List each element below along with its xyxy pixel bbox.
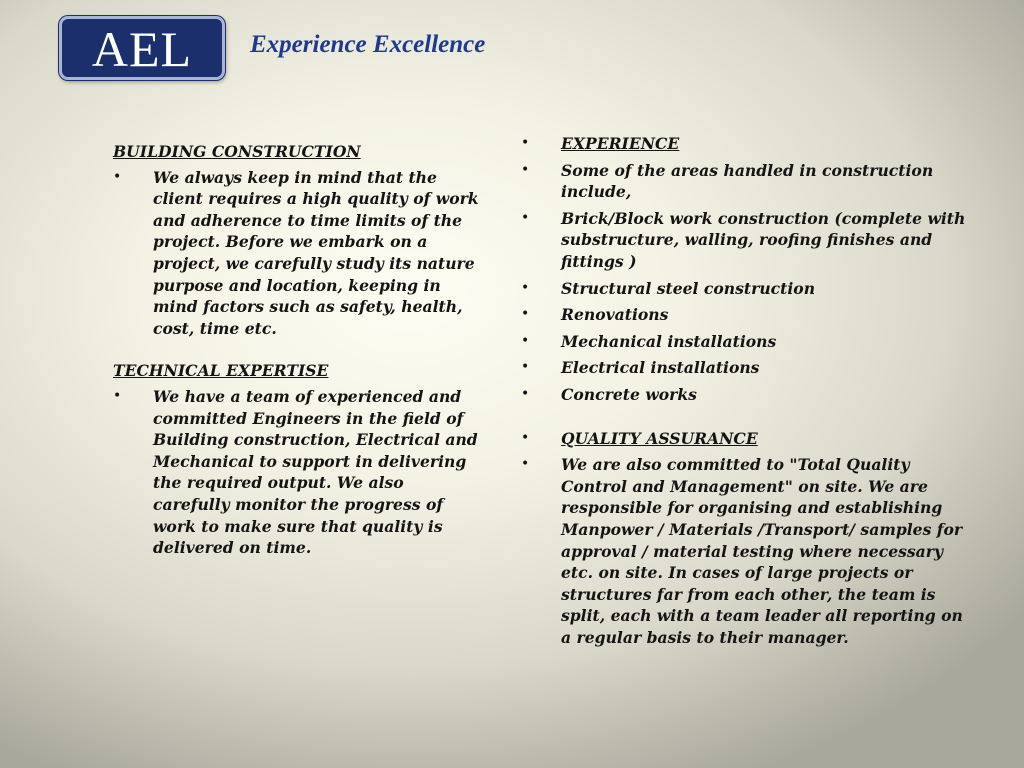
experience-item: Concrete works <box>561 384 697 404</box>
bullet-icon: • <box>521 306 530 323</box>
left-column <box>113 141 485 559</box>
bullet-icon: • <box>521 332 530 349</box>
bullet-icon: • <box>113 168 122 185</box>
bullet-icon: • <box>521 385 530 402</box>
bullet-icon: • <box>521 359 530 376</box>
technical-expertise-heading: TECHNICAL EXPERTISE <box>113 361 329 381</box>
experience-item: Mechanical installations <box>561 331 777 351</box>
logo-text: AEL <box>91 21 193 77</box>
list-item <box>113 167 485 340</box>
building-construction-list <box>113 167 485 340</box>
technical-expertise-list <box>113 386 485 559</box>
experience-item: Electrical installations <box>561 358 760 378</box>
tagline: Experience Excellence <box>250 31 486 58</box>
bullet-icon: • <box>521 429 530 446</box>
ael-logo <box>59 16 225 80</box>
list-item <box>113 386 485 559</box>
bullet-icon: • <box>521 456 530 473</box>
experience-list <box>521 133 969 648</box>
list-item <box>521 428 969 450</box>
quality-assurance-text: We are also committed to "Total Quality Control and Management" on site. We are responsible for organising and establishing Manpower / Materials /Transport/ samples for approval / material testing where necessary etc. on site. In cases of large projects or structures far from each other, the team is split, each with a team leader all reporting on a regular basis to their manager. <box>561 455 963 647</box>
list-item <box>521 304 969 326</box>
technical-expertise-text: We have a team of experienced and committed Engineers in the field of Building construction, Electrical and Mechanical to support in delivering the required output. We also carefully monitor the progress of work to make sure that quality is delivered on time. <box>153 386 478 558</box>
list-item <box>521 133 969 155</box>
experience-item: Some of the areas handled in construction include, <box>561 160 934 202</box>
list-item <box>521 357 969 379</box>
experience-item: Structural steel construction <box>561 278 816 298</box>
bullet-icon: • <box>521 135 530 151</box>
experience-item: Renovations <box>561 305 669 325</box>
quality-assurance-heading: QUALITY ASSURANCE <box>561 428 758 448</box>
list-item <box>521 331 969 353</box>
bullet-icon: • <box>521 279 530 296</box>
list-item <box>521 208 969 273</box>
experience-item: Brick/Block work construction (complete with substructure, walling, roofing finishes and fittings ) <box>561 208 966 271</box>
building-construction-text: We always keep in mind that the client requires a high quality of work and adherence to time limits of the project. Before we embark on a project, we carefully study its nature purpose and location, keeping in mind factors such as safety, health, cost, time etc. <box>153 167 479 338</box>
list-item <box>521 160 969 203</box>
bullet-icon: • <box>521 209 530 226</box>
experience-heading: EXPERIENCE <box>561 134 680 153</box>
bullet-icon: • <box>521 161 530 178</box>
list-item <box>521 454 969 648</box>
list-spacer <box>521 411 969 428</box>
list-item <box>521 384 969 406</box>
list-item <box>521 278 969 300</box>
right-column <box>521 133 969 653</box>
bullet-icon: • <box>113 387 122 404</box>
building-construction-heading: BUILDING CONSTRUCTION <box>113 142 361 161</box>
